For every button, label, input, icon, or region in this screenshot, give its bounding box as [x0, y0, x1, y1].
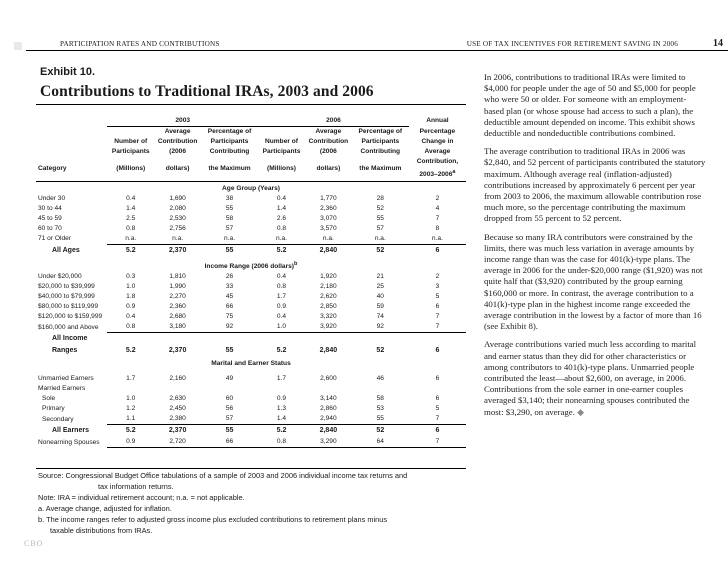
table-cell: 0.8	[276, 283, 287, 291]
table-cell: 92	[352, 322, 409, 333]
table-cell	[409, 384, 466, 394]
table-bottom-rule	[36, 468, 466, 469]
header-participants-3: (Millions)	[258, 157, 305, 182]
table-cell: 52	[376, 347, 385, 355]
corner-mark	[14, 42, 22, 50]
table-cell: 5	[435, 293, 440, 301]
table-cell: n.a.	[352, 234, 409, 245]
table-cell: 6	[435, 247, 440, 255]
header-pct-2: Participants	[210, 138, 249, 145]
table-cell: 6	[435, 347, 440, 355]
table-cell: 0.4	[126, 195, 136, 203]
header-change-1: Annual	[426, 117, 449, 125]
table-cell: 38	[225, 195, 234, 203]
table-cell: 5	[435, 405, 440, 413]
exhibit-label: Exhibit 10.	[40, 66, 96, 78]
table-cell: n.a.	[201, 234, 258, 245]
row-label: 60 to 70	[38, 225, 62, 233]
commentary-paragraph: Average contributions varied much less according to marital and earner status than they did for other characteristics or among contributors to 401(k)-type plans. Unmarried people contributed the least—about $2,600, on average, in 2006. Contributions from the sole earner in one-earner couples averaged $3,140; their nonearning spouses contributed the most: $3,290, on average. ◆	[484, 339, 697, 417]
header-participants-2: Participants	[262, 148, 301, 155]
table-cell: 5.2	[276, 247, 287, 255]
table-row	[36, 437, 466, 448]
section-heading: Marital and Earner Status	[211, 360, 291, 368]
table-cell: 2,270	[169, 293, 186, 301]
header-rule	[26, 50, 728, 51]
header-pct-2: Participants	[361, 138, 400, 145]
commentary-paragraph: The average contribution to traditional IRAs in 2006 was $2,840, and 52 percent of participants contributed the statutory maximum. Although average real (inflation-adjusted) contributions increased by approximately 6 percent per year from 2003 to 2006, the maximum allowable contribution rose much more, so the percentage contributing the maximum dropped from 55 percent to 52 percent.	[484, 146, 706, 224]
table-cell: n.a.	[409, 234, 466, 245]
commentary-paragraph: Because so many IRA contributors were constrained by the limits, there was much less variation in average amounts by income range than was the case for 401(k)-type plans. The average in 2006 for the under-$20,000 range ($1,920) was not quite half that ($3,920) contributed by the group earning $160,000 or more. In contrast, the average contribution to a 401(k)-type plan in the highest income range exceeded the average contribution in the lowest by a factor of more than 16 (see Exhibit 8).	[484, 231, 703, 332]
table-cell: 25	[376, 283, 384, 291]
header-avg-1: Average	[164, 128, 191, 135]
table-cell: 45	[225, 293, 234, 301]
commentary-paragraph: In 2006, contributions to traditional IRAs were limited to $4,000 for people under the age of 50 and $5,000 for people who were 50 or older. For someone with an employment-based plan (or whose spouse had access to such a plan), the deductible amount depended on income. This exhibit shows deductible and nondeductible contributions combined.	[484, 72, 696, 139]
table-cell: 7	[409, 437, 466, 448]
table-cell: 1.4	[126, 205, 136, 213]
row-label: $80,000 to $119,999	[38, 303, 99, 311]
table-row	[36, 322, 466, 333]
header-year-2003: 2003	[107, 116, 258, 127]
table-cell: 7	[409, 322, 466, 333]
table-cell: 3	[435, 283, 440, 291]
row-label: All Income	[52, 335, 88, 343]
table-cell: 2,160	[169, 375, 186, 383]
section-row	[36, 257, 466, 272]
table-row	[36, 224, 466, 234]
table-cell: 2,840	[319, 347, 338, 355]
commentary-column	[484, 72, 706, 425]
table-cell: 2,360	[169, 303, 186, 311]
table-cell: 66	[201, 437, 258, 448]
header-category: Category	[36, 157, 107, 182]
table-cell: 92	[201, 322, 258, 333]
header-change-3: Change in	[421, 138, 454, 145]
table-row	[36, 312, 466, 322]
table-cell: 0.8	[107, 322, 154, 333]
table-cell	[107, 384, 154, 394]
row-label: $40,000 to $79,999	[38, 293, 95, 301]
table-cell: 5.2	[276, 427, 287, 435]
header-pct-3: Contributing	[360, 148, 401, 155]
table-cell	[305, 384, 352, 394]
table-cell: 64	[352, 437, 409, 448]
table-cell: 0.9	[107, 437, 154, 448]
row-label: 71 or Older	[38, 235, 71, 243]
abbrev-note: Note: IRA = individual retirement account; n.a. = not applicable.	[38, 493, 245, 502]
table-cell: 55	[225, 247, 234, 255]
table-cell: 1,920	[320, 273, 337, 281]
table-cell: 1.3	[276, 405, 287, 413]
row-label: Sole	[42, 395, 56, 403]
table-cell: 56	[225, 405, 234, 413]
header-avg-1: Average	[315, 128, 342, 135]
table-cell: 52	[376, 247, 385, 255]
table-cell: 1,690	[169, 195, 186, 203]
table-cell: 7	[409, 414, 466, 425]
header-participants-1: Number of	[114, 138, 148, 145]
table-cell: 8	[435, 225, 440, 233]
row-label: 45 to 59	[38, 215, 62, 223]
row-label: Married Earners	[38, 385, 86, 393]
header-avg-3: (2006	[169, 148, 187, 155]
row-label: $120,000 to $159,999	[38, 313, 103, 321]
table-cell: 1,770	[320, 195, 337, 203]
table-cell: 46	[376, 375, 384, 383]
table-cell: n.a.	[258, 234, 305, 245]
row-label: Nonearning Spouses	[38, 438, 100, 446]
table-cell: 0.8	[126, 225, 136, 233]
end-mark-icon: ◆	[577, 406, 584, 417]
header-avg-4: dollars)	[305, 157, 352, 182]
header-pct-1: Percentage of	[207, 128, 252, 135]
table-cell: 2,450	[169, 405, 186, 413]
table-row	[36, 272, 466, 282]
table-cell	[352, 384, 409, 394]
table-cell: 57	[201, 414, 258, 425]
table-cell: 2,840	[319, 247, 338, 255]
row-label: All Ages	[52, 246, 80, 254]
total-row	[36, 333, 466, 346]
header-avg-3: (2006	[319, 148, 337, 155]
row-label: Under $20,000	[38, 273, 82, 281]
table-cell: 0.8	[276, 225, 287, 233]
table-row	[36, 204, 466, 214]
table-cell: 2,860	[320, 405, 337, 413]
running-head-right: USE OF TAX INCENTIVES FOR RETIREMENT SAVING IN 2006	[466, 40, 678, 48]
source-note-cont: tax information returns.	[98, 482, 174, 491]
table-cell: 60	[225, 395, 234, 403]
table-cell: 3,070	[320, 215, 337, 223]
row-label: $20,000 to $39,999	[38, 283, 95, 291]
row-label: Secondary	[42, 415, 74, 423]
header-change-4: Average	[424, 148, 451, 155]
section-heading: Income Range (2006 dollars)$^b$	[204, 261, 298, 271]
header-year-2006: 2006	[258, 116, 409, 127]
table-cell: 0.4	[276, 195, 287, 203]
section-row	[36, 357, 466, 369]
source-note: Source: Congressional Budget Office tabulations of a sample of 2003 and 2006 individual income tax returns and	[38, 471, 408, 480]
table-cell: 55	[225, 427, 234, 435]
table-cell: 1.7	[276, 293, 287, 301]
table-cell: 3,180	[154, 322, 201, 333]
table-row	[36, 374, 466, 384]
table-cell: 2,080	[169, 205, 186, 213]
footnote-b-cont: taxable distributions from IRAs.	[50, 526, 153, 535]
table-cell: 2,840	[319, 427, 338, 435]
table-cell: 6	[435, 375, 440, 383]
table-cell: 2.5	[126, 215, 136, 223]
header-pct-4: the Maximum	[352, 157, 409, 182]
header-avg-2: Contribution	[308, 138, 349, 145]
contributions-table	[36, 116, 466, 448]
table-cell: 2,370	[168, 427, 187, 435]
table-row	[36, 302, 466, 312]
table-cell: 2,370	[168, 347, 187, 355]
table-cell: 40	[376, 293, 384, 301]
table-cell: 1.7	[276, 375, 287, 383]
table-cell: 75	[225, 313, 234, 321]
table-cell: 1.2	[126, 405, 136, 413]
table-cell: 1.0	[126, 283, 136, 291]
table-row	[36, 414, 466, 425]
table-cell: n.a.	[107, 234, 154, 245]
table-cell: 0.9	[276, 395, 287, 403]
table-cell: 2,600	[320, 375, 337, 383]
table-row	[36, 214, 466, 224]
header-avg-4: dollars)	[154, 157, 201, 182]
table-cell: 5.2	[276, 347, 287, 355]
exhibit-title: Contributions to Traditional IRAs, 2003 and 2006	[40, 83, 374, 100]
table-cell: 21	[376, 273, 384, 281]
table-cell: 2,620	[320, 293, 337, 301]
table-cell: 55	[225, 347, 234, 355]
table-cell: 3,570	[320, 225, 337, 233]
title-rule	[36, 104, 466, 105]
table-cell: 55	[376, 215, 384, 223]
table-cell: 1.7	[126, 375, 136, 383]
total-row	[36, 245, 466, 258]
table-cell: 26	[225, 273, 234, 281]
table-cell: 6	[435, 303, 440, 311]
header-change-5: Contribution, 2003–2006$^a$	[409, 157, 466, 182]
table-cell: 1.0	[126, 395, 136, 403]
table-row	[36, 282, 466, 292]
table-cell	[258, 384, 305, 394]
table-cell: 2,380	[154, 414, 201, 425]
table-cell: 33	[225, 283, 234, 291]
table-cell: 5.2	[125, 427, 136, 435]
table-cell: 1.1	[107, 414, 154, 425]
table-cell: 0.4	[276, 313, 287, 321]
header-participants-2: Participants	[111, 148, 150, 155]
table-cell: 3,140	[320, 395, 337, 403]
table-cell	[154, 384, 201, 394]
table-cell: 2.6	[276, 215, 287, 223]
total-row	[36, 425, 466, 438]
table-cell: 2	[435, 195, 440, 203]
table-cell: 3,290	[305, 437, 352, 448]
table-cell: 7	[435, 313, 440, 321]
footnote-a: a. Average change, adjusted for inflation.	[38, 504, 172, 513]
table-row	[36, 404, 466, 414]
header-pct-4: the Maximum	[201, 157, 258, 182]
row-label: Primary	[42, 405, 65, 413]
table-cell: 1.4	[258, 414, 305, 425]
table-cell: 6	[435, 427, 440, 435]
table-cell: 59	[376, 303, 384, 311]
table-cell: 55	[352, 414, 409, 425]
table-cell: 1,990	[169, 283, 186, 291]
total-row	[36, 345, 466, 357]
table-cell	[201, 384, 258, 394]
table-cell: 0.9	[126, 303, 136, 311]
table-cell: 4	[435, 205, 440, 213]
table-cell: 2,630	[169, 395, 186, 403]
table-row	[36, 292, 466, 302]
table-row	[36, 394, 466, 404]
table-cell: 2,360	[320, 205, 337, 213]
table-row	[36, 384, 466, 394]
row-label: Ranges	[52, 347, 78, 355]
running-head-left: PARTICIPATION RATES AND CONTRIBUTIONS	[60, 40, 220, 48]
table-cell: 52	[376, 427, 385, 435]
table-cell: 1.4	[276, 205, 287, 213]
row-label: All Earners	[52, 427, 89, 435]
row-label: Unmarried Earners	[38, 375, 94, 383]
table-cell: 52	[376, 205, 384, 213]
table-cell: 57	[376, 225, 384, 233]
table-cell: 49	[225, 375, 234, 383]
table-cell: 2,720	[154, 437, 201, 448]
table-cell: 2,940	[305, 414, 352, 425]
table-cell: 0.9	[276, 303, 287, 311]
header-participants-1: Number of	[265, 138, 298, 145]
table-cell: 2,756	[169, 225, 186, 233]
table-row	[36, 234, 466, 245]
header-participants-3: (Millions)	[107, 157, 154, 182]
exhibit-box	[26, 58, 472, 548]
section-age: Age Group (Years)	[222, 185, 280, 193]
table-cell: 66	[225, 303, 234, 311]
table-cell: 7	[435, 215, 440, 223]
table-cell: 0.3	[126, 273, 136, 281]
table-cell: 6	[435, 395, 440, 403]
table-cell: 58	[225, 215, 234, 223]
table-cell: 2,680	[169, 313, 186, 321]
table-cell: 28	[376, 195, 384, 203]
table-cell: 0.4	[276, 273, 287, 281]
header-change-2: Percentage	[419, 127, 456, 135]
row-label: 30 to 44	[38, 205, 62, 213]
table-cell: 57	[225, 225, 234, 233]
table-cell: 2,180	[320, 283, 337, 291]
header-pct-1: Percentage of	[358, 128, 403, 135]
table-cell: 1,810	[169, 273, 186, 281]
row-label: $160,000 and Above	[38, 323, 99, 331]
table-cell: n.a.	[305, 234, 352, 245]
table-cell: 3,320	[320, 313, 337, 321]
table-cell: 0.4	[126, 313, 136, 321]
table-cell: 3,920	[305, 322, 352, 333]
table-cell: 2,530	[169, 215, 186, 223]
table-cell: 2	[435, 273, 440, 281]
row-label: Under 30	[38, 195, 66, 203]
table-cell: 1.8	[126, 293, 136, 301]
table-notes	[38, 470, 468, 536]
table-cell: 58	[376, 395, 384, 403]
table-cell: 5.2	[125, 247, 136, 255]
page-number: 14	[713, 38, 723, 49]
table-cell: n.a.	[154, 234, 201, 245]
table-cell: 74	[376, 313, 384, 321]
table-cell: 5.2	[125, 347, 136, 355]
table-cell: 53	[376, 405, 384, 413]
header-pct-3: Contributing	[209, 148, 250, 155]
header-avg-2: Contribution	[157, 138, 198, 145]
page-header	[0, 0, 728, 50]
cbo-watermark: CBO	[24, 539, 44, 548]
table-cell: 55	[225, 205, 234, 213]
table-cell: 2,850	[320, 303, 337, 311]
table-cell: 1.0	[258, 322, 305, 333]
table-row	[36, 194, 466, 204]
footnote-b: b. The income ranges refer to adjusted gross income plus excluded contributions to retirement plans minus	[38, 515, 388, 524]
table-cell: 0.8	[258, 437, 305, 448]
table-cell: 2,370	[168, 247, 187, 255]
